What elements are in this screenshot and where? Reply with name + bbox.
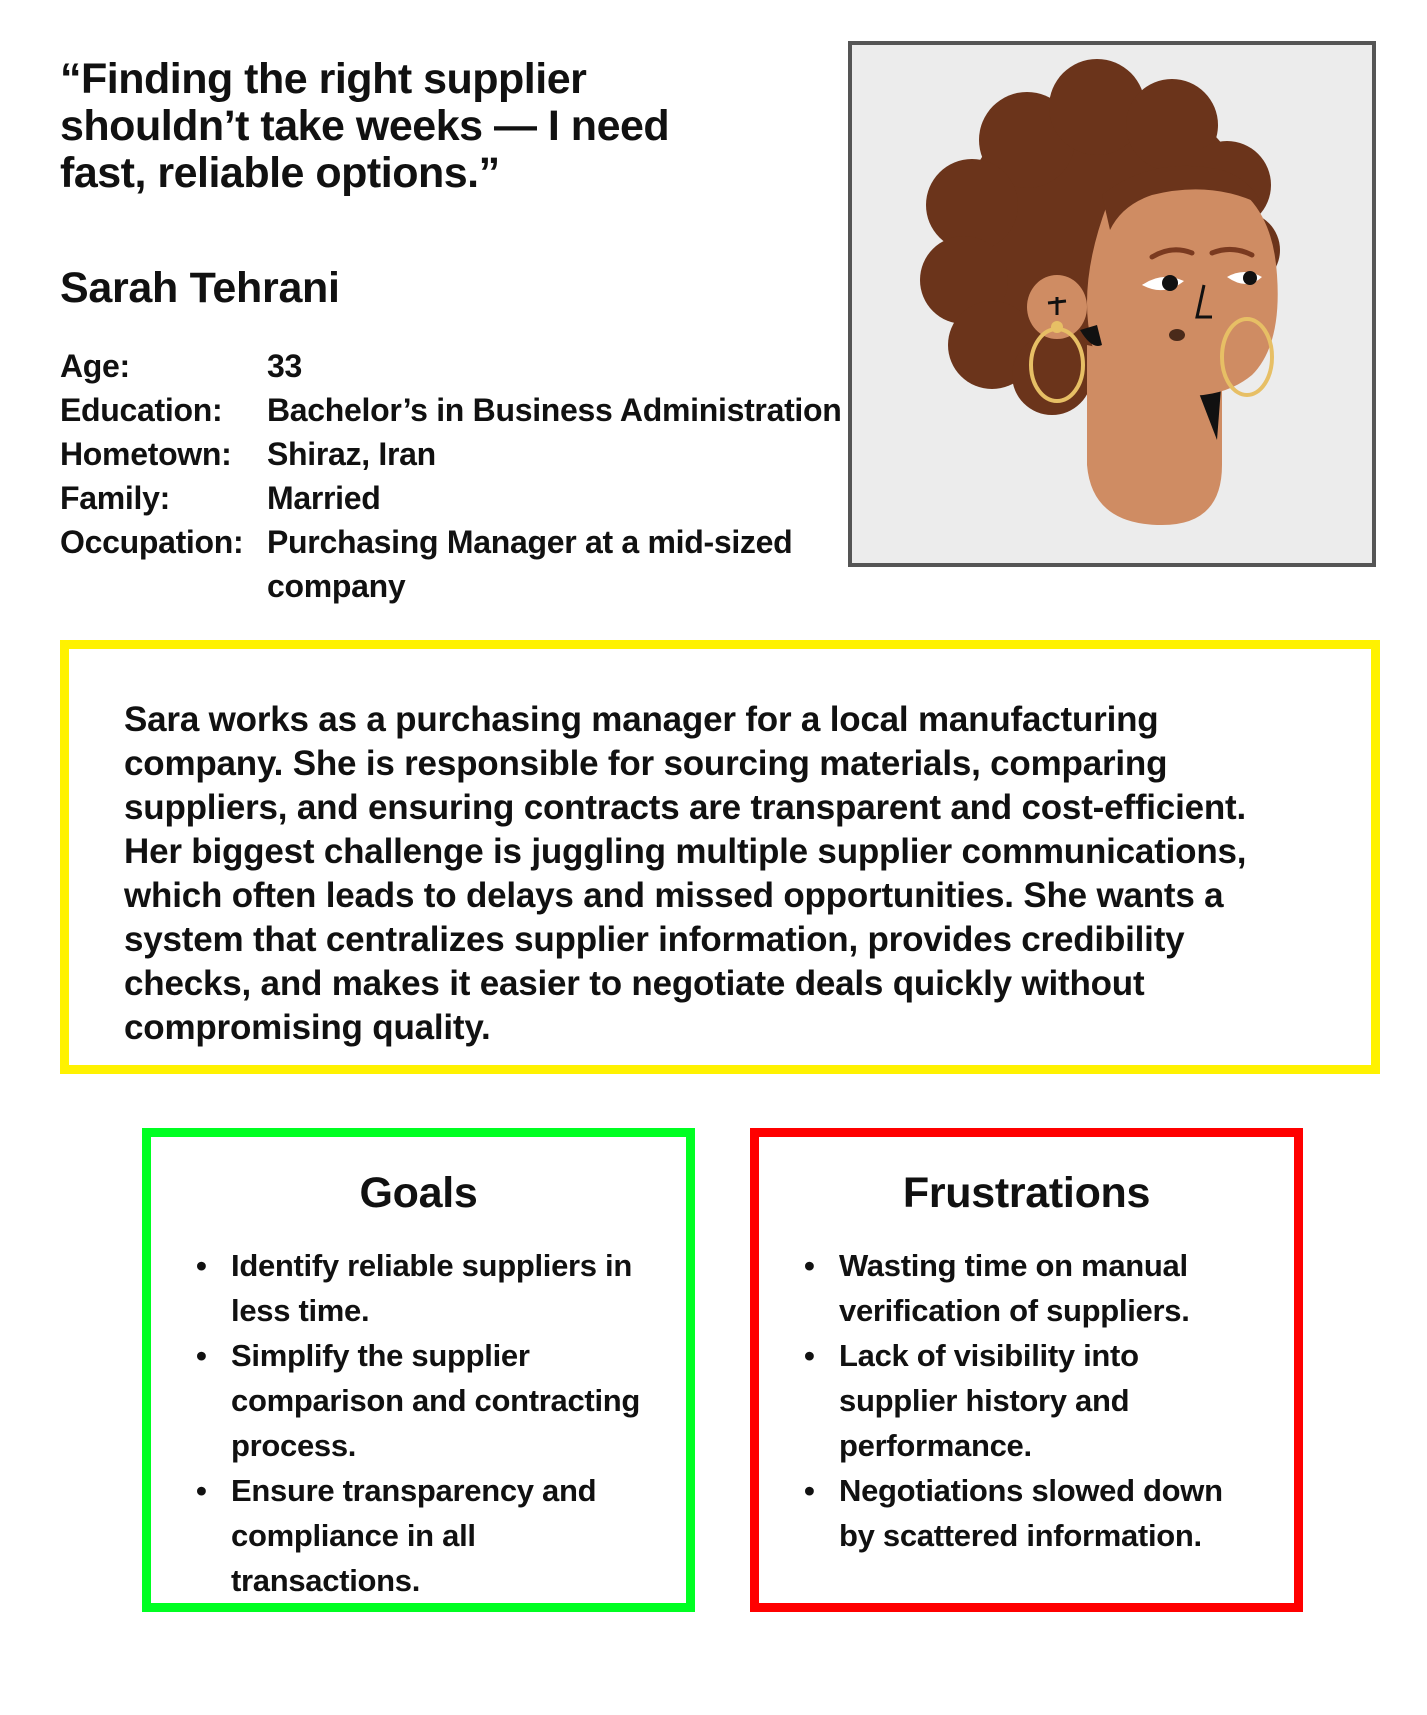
frustration-item	[804, 1468, 1274, 1558]
family-label: Family:	[60, 480, 170, 516]
persona-details	[60, 344, 850, 608]
goal-item-line: Ensure transparency and	[231, 1473, 597, 1508]
frustration-item-line: Negotiations slowed down	[839, 1473, 1223, 1508]
occupation-line-2: company	[267, 568, 406, 604]
frustrations-list	[759, 1243, 1294, 1558]
frustration-item-line: supplier history and	[839, 1383, 1130, 1418]
goal-item-line: less time.	[231, 1293, 370, 1328]
goal-item-line: Identify reliable suppliers in	[231, 1248, 632, 1283]
persona-quote	[60, 56, 760, 197]
family-value: Married	[267, 480, 381, 516]
education-value: Bachelor’s in Business Administration	[267, 392, 842, 428]
occupation-line-1: Purchasing Manager at a mid-sized	[267, 524, 793, 560]
bio-line: Sara works as a purchasing manager for a local manufacturing	[124, 700, 1159, 739]
frustrations-card	[750, 1128, 1303, 1612]
quote-line-2: shouldn’t take weeks — I need	[60, 102, 670, 150]
persona-bio	[60, 640, 1380, 1074]
bio-line: which often leads to delays and missed opportunities. She wants a	[124, 876, 1224, 915]
goal-item-line: comparison and contracting	[231, 1383, 641, 1418]
goal-item	[196, 1333, 666, 1468]
persona-avatar	[848, 41, 1376, 567]
woman-portrait-icon	[852, 45, 1372, 563]
bio-line: compromising quality.	[124, 1008, 491, 1047]
goals-title: Goals	[359, 1169, 478, 1217]
bio-line: Her biggest challenge is juggling multiple supplier communications,	[124, 832, 1247, 871]
education-label: Education:	[60, 392, 223, 428]
detail-row-family	[60, 476, 850, 520]
detail-row-age	[60, 344, 850, 388]
bio-line: system that centralizes supplier information, provides credibility	[124, 920, 1185, 959]
hometown-value: Shiraz, Iran	[267, 436, 436, 472]
detail-row-occupation	[60, 520, 850, 608]
detail-row-hometown	[60, 432, 850, 476]
bio-line: suppliers, and ensuring contracts are transparent and cost-efficient.	[124, 788, 1247, 827]
hometown-label: Hometown:	[60, 436, 232, 472]
quote-line-1: “Finding the right supplier	[60, 55, 587, 103]
frustration-item-line: by scattered information.	[839, 1518, 1202, 1553]
detail-row-education	[60, 388, 850, 432]
frustration-item	[804, 1333, 1274, 1468]
frustration-item	[804, 1243, 1274, 1333]
occupation-value	[267, 520, 850, 608]
age-value: 33	[267, 348, 302, 384]
frustrations-title: Frustrations	[902, 1169, 1151, 1217]
goal-item	[196, 1243, 666, 1333]
goals-card	[142, 1128, 695, 1612]
quote-line-3: fast, reliable options.”	[60, 149, 500, 197]
bio-line: checks, and makes it easier to negotiate deals quickly without	[124, 964, 1145, 1003]
frustration-item-line: Lack of visibility into	[839, 1338, 1139, 1373]
frustration-item-line: performance.	[839, 1428, 1032, 1463]
goal-item-line: compliance in all transactions.	[231, 1518, 476, 1598]
age-label: Age:	[60, 348, 130, 384]
goals-list	[151, 1243, 686, 1603]
goal-item-line: process.	[231, 1428, 357, 1463]
frustration-item-line: Wasting time on manual	[839, 1248, 1188, 1283]
goal-item-line: Simplify the supplier	[231, 1338, 530, 1373]
persona-name: Sarah Tehrani	[60, 264, 340, 312]
occupation-label: Occupation:	[60, 524, 244, 560]
frustration-item-line: verification of suppliers.	[839, 1293, 1190, 1328]
bio-line: company. She is responsible for sourcing materials, comparing	[124, 744, 1168, 783]
goal-item	[196, 1468, 666, 1603]
